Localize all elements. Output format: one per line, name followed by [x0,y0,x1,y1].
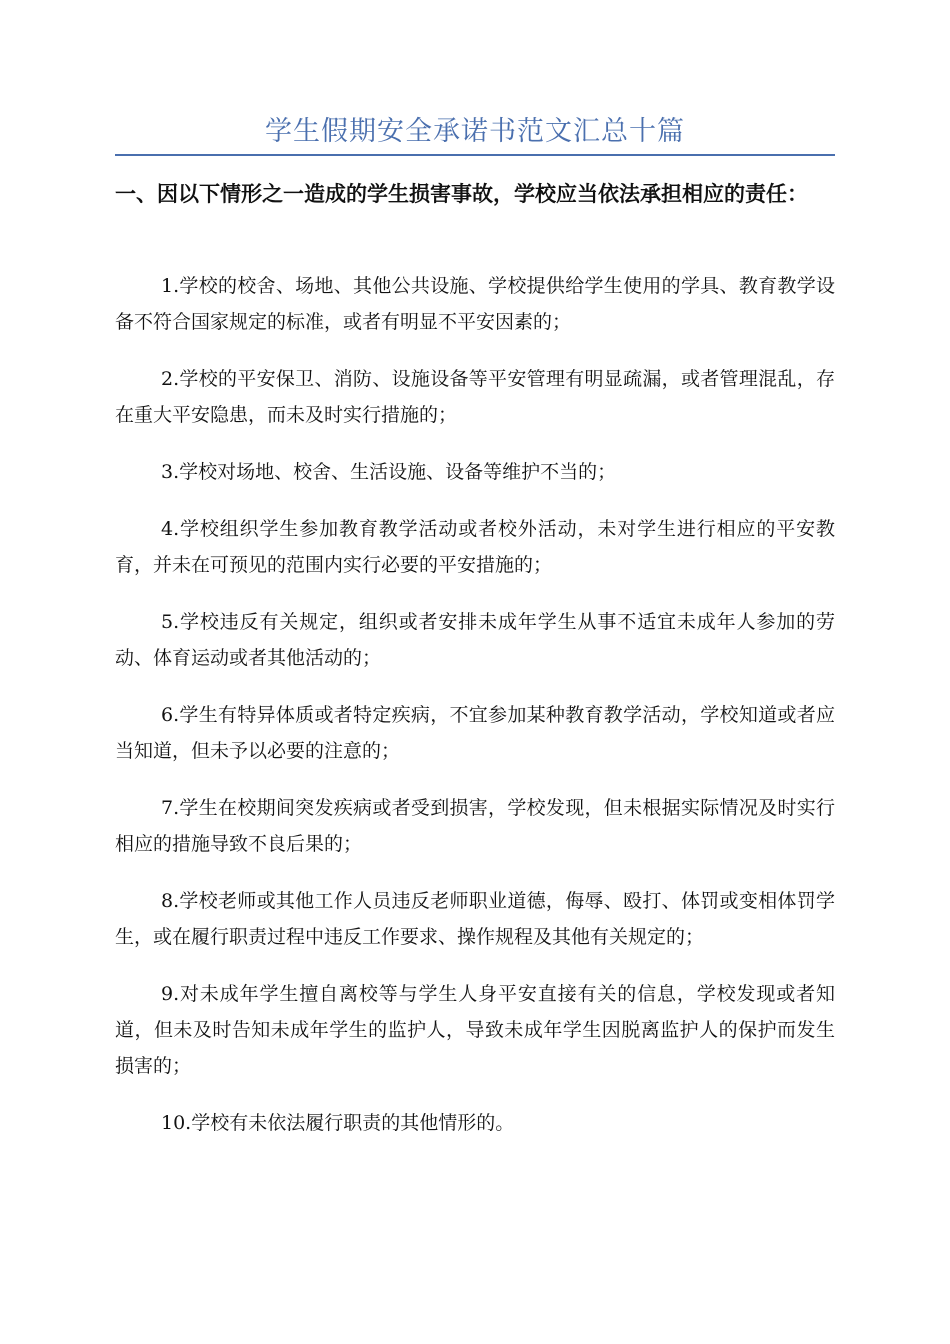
title-underline [115,154,835,156]
item-list [115,268,835,1162]
list-item: 7.学生在校期间突发疾病或者受到损害，学校发现，但未根据实际情况及时实行相应的措施导致不良后果的； [115,797,835,855]
list-item: 9.对未成年学生擅自离校等与学生人身平安直接有关的信息，学校发现或者知道，但未及时告知未成年学生的监护人，导致未成年学生因脱离监护人的保护而发生损害的； [115,983,835,1077]
list-item: 10.学校有未依法履行职责的其他情形的。 [161,1112,515,1134]
list-item: 4.学校组织学生参加教育教学活动或者校外活动，未对学生进行相应的平安教育，并未在可预见的范围内实行必要的平安措施的； [115,518,835,576]
list-item: 8.学校老师或其他工作人员违反老师职业道德，侮辱、殴打、体罚或变相体罚学生，或在履行职责过程中违反工作要求、操作规程及其他有关规定的； [115,890,835,948]
section-heading: 一、因以下情形之一造成的学生损害事故，学校应当依法承担相应的责任： [115,182,808,206]
list-item: 2.学校的平安保卫、消防、设施设备等平安管理有明显疏漏，或者管理混乱，存在重大平安隐患，而未及时实行措施的； [115,368,835,426]
list-item: 3.学校对场地、校舍、生活设施、设备等维护不当的； [161,461,617,483]
list-item: 1.学校的校舍、场地、其他公共设施、学校提供给学生使用的学具、教育教学设备不符合国家规定的标准，或者有明显不平安因素的； [115,275,835,333]
document-title: 学生假期安全承诺书范文汇总十篇 [265,116,685,147]
list-item: 5.学校违反有关规定，组织或者安排未成年学生从事不适宜未成年人参加的劳动、体育运动或者其他活动的； [115,611,835,669]
list-item: 6.学生有特异体质或者特定疾病，不宜参加某种教育教学活动，学校知道或者应当知道，但未予以必要的注意的； [115,704,835,762]
